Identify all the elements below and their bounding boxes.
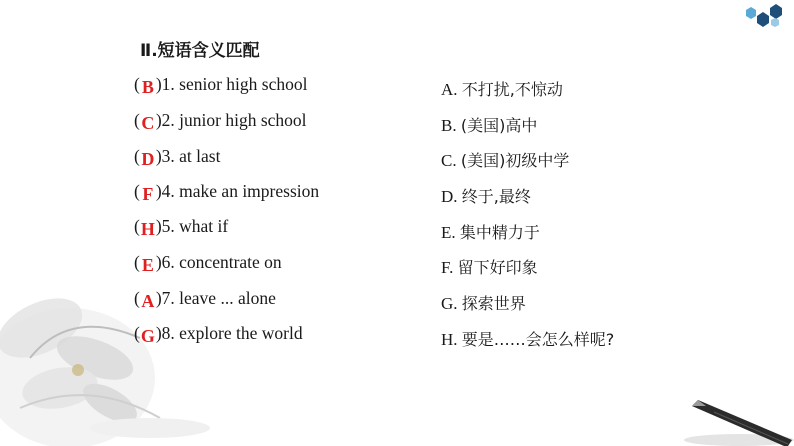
close-paren: ) xyxy=(155,323,162,343)
option-b xyxy=(441,113,537,139)
close-paren: ) xyxy=(155,216,162,236)
open-paren: ( xyxy=(134,110,140,130)
option-letter: C. xyxy=(441,151,461,170)
option-text: 集中精力于 xyxy=(459,223,540,242)
close-paren: ) xyxy=(155,74,162,94)
option-letter: F. xyxy=(441,258,458,277)
answer-letter: F xyxy=(142,184,154,204)
answer-letter: H xyxy=(140,219,155,239)
pen-illustration xyxy=(684,392,794,446)
phrase-text: 1. senior high school xyxy=(161,74,308,94)
open-paren: ( xyxy=(134,74,140,94)
option-d xyxy=(441,184,531,210)
option-letter: A. xyxy=(441,80,462,99)
option-letter: E. xyxy=(441,223,460,242)
close-paren: ) xyxy=(155,181,162,201)
option-c xyxy=(441,148,569,174)
open-paren: ( xyxy=(134,146,140,166)
open-paren: ( xyxy=(134,181,140,201)
question-item-1 xyxy=(134,71,307,97)
phrase-text: 4. make an impression xyxy=(161,181,320,201)
answer-letter: C xyxy=(141,113,155,133)
phrase-text: 3. at last xyxy=(161,146,221,166)
option-text: 探索世界 xyxy=(461,294,526,313)
open-paren: ( xyxy=(134,323,140,343)
option-text: 要是……会怎么样呢? xyxy=(461,330,615,349)
answer-letter: B xyxy=(141,77,154,97)
question-item-5 xyxy=(134,213,228,239)
section-title: Ⅱ.短语含义匹配 xyxy=(140,41,260,61)
option-g xyxy=(441,291,526,317)
option-text: (美国)初级中学 xyxy=(460,151,570,170)
option-a xyxy=(441,77,563,103)
phrase-text: 2. junior high school xyxy=(161,110,307,130)
question-item-3 xyxy=(134,143,220,169)
phrase-text: 5. what if xyxy=(161,216,229,236)
answer-letter: D xyxy=(141,149,155,169)
option-e xyxy=(441,220,540,246)
option-text: 不打扰,不惊动 xyxy=(461,80,563,99)
question-item-7 xyxy=(134,285,276,311)
option-text: 终于,最终 xyxy=(461,187,531,206)
open-paren: ( xyxy=(134,288,140,308)
option-h xyxy=(441,327,614,353)
option-letter: G. xyxy=(441,294,462,313)
close-paren: ) xyxy=(155,288,162,308)
question-item-8 xyxy=(134,320,303,346)
answer-letter: E xyxy=(141,255,154,275)
option-text: 留下好印象 xyxy=(457,258,538,277)
phrase-text: 6. concentrate on xyxy=(161,252,282,272)
answer-letter: G xyxy=(140,326,155,346)
option-letter: D. xyxy=(441,187,462,206)
option-letter: H. xyxy=(441,330,462,349)
option-text: (美国)高中 xyxy=(460,116,538,135)
open-paren: ( xyxy=(134,216,140,236)
open-paren: ( xyxy=(134,252,140,272)
option-letter: B. xyxy=(441,116,461,135)
option-f xyxy=(441,255,538,281)
phrase-text: 7. leave ... alone xyxy=(161,288,276,308)
phrase-text: 8. explore the world xyxy=(161,323,303,343)
answer-letter: A xyxy=(141,291,155,311)
close-paren: ) xyxy=(155,110,162,130)
hexagon-cluster-icon xyxy=(740,0,790,30)
close-paren: ) xyxy=(155,146,162,166)
question-item-6 xyxy=(134,249,282,275)
question-item-2 xyxy=(134,107,307,133)
question-item-4 xyxy=(134,178,319,204)
close-paren: ) xyxy=(155,252,162,272)
